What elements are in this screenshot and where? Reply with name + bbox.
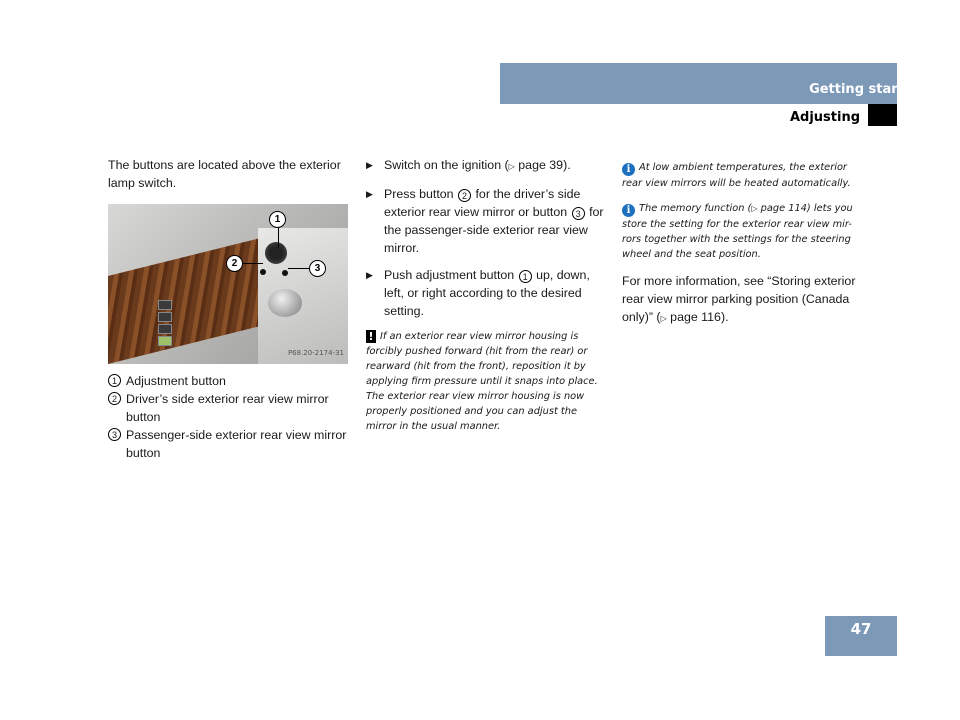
column-right	[622, 160, 862, 328]
step-text: Press button 2 for the driver’s side exterior rear view mirror or button 3 for the passenger-side exterior rear view mirror.	[384, 187, 604, 255]
page-ref-triangle-icon: ▷	[751, 204, 758, 213]
info-icon: i	[622, 204, 635, 217]
warning-text: If an exterior rear view mirror housing is forcibly pushed forward (hit from the rear) or rearward (hit from the front), reposition it by applying firm pressure until it snaps into place. The exterior rear view mirror housing is now properly positioned and you can adjust the mirror in the usual manner.	[366, 331, 598, 432]
callout-line-2	[241, 263, 263, 264]
legend-text: Passenger-side exterior rear view mirror button	[126, 428, 347, 460]
page-ref-link[interactable]: page 116	[670, 310, 721, 324]
legend-text: Driver’s side exterior rear view mirror button	[126, 392, 329, 424]
page-ref-link[interactable]: page 39	[518, 158, 564, 172]
more-info-text: For more information, see “Storing exterior rear view mirror parking position (Canada only)” (▷ page 116).	[622, 274, 856, 324]
column-middle	[366, 156, 606, 444]
seat-button-image	[158, 312, 172, 322]
callout-line-1	[278, 226, 279, 248]
seat-button-image	[158, 300, 172, 310]
instruction-step	[366, 266, 606, 320]
info-text: At low ambient temperatures, the exterior rear view mirrors will be heated automatically.	[622, 162, 851, 189]
legend-item	[108, 390, 348, 426]
seat-button-image	[158, 336, 172, 346]
page-ref-link[interactable]: page 114	[760, 203, 807, 214]
lamp-switch-image	[268, 289, 302, 317]
legend-number: 1	[108, 374, 121, 387]
triangle-right-icon: ▶	[366, 189, 373, 199]
intro-text: The buttons are located above the exterior lamp switch.	[108, 158, 341, 190]
callout-3: 3	[309, 260, 326, 277]
callout-1: 1	[269, 211, 286, 228]
triangle-right-icon: ▶	[366, 160, 373, 170]
instruction-step	[366, 156, 606, 176]
instruction-step	[366, 185, 606, 257]
warning-icon: !	[366, 330, 376, 343]
warning-note	[366, 329, 606, 434]
step-text: Push adjustment button 1 up, down, left, or right according to the desired setting.	[384, 268, 590, 318]
legend-item	[108, 372, 348, 390]
legend-item	[108, 426, 348, 462]
legend	[108, 372, 348, 462]
page-number: 47	[825, 616, 897, 656]
legend-text: Adjustment button	[126, 374, 226, 388]
callout-line-3	[288, 268, 310, 269]
callout-2: 2	[226, 255, 243, 272]
section-marker	[868, 104, 897, 126]
inline-number: 1	[519, 270, 532, 283]
page-ref-triangle-icon: ▷	[508, 162, 515, 171]
section-title: Getting started	[809, 82, 922, 97]
info-icon: i	[622, 163, 635, 176]
seat-button-image	[158, 324, 172, 334]
inline-number: 2	[458, 189, 471, 202]
legend-number: 3	[108, 428, 121, 441]
info-note	[622, 160, 862, 191]
photo-code: P68.20-2174-31	[287, 349, 344, 357]
subsection-title: Adjusting	[789, 110, 860, 125]
triangle-right-icon: ▶	[366, 270, 373, 280]
page-ref-triangle-icon: ▷	[660, 314, 667, 323]
driver-mirror-button-image	[260, 269, 266, 275]
info-note: i The memory function (▷ page 114) lets you store the setting for the exterior rear view mir-rors together with the settings for the steering wheel and the seat position.	[622, 203, 853, 260]
passenger-mirror-button-image	[282, 270, 288, 276]
adjustment-button-image	[265, 242, 287, 264]
mirror-controls-photo	[108, 204, 348, 364]
column-left	[108, 156, 348, 462]
inline-number: 3	[572, 207, 585, 220]
step-text: Switch on the ignition (▷ page 39).	[384, 158, 571, 172]
legend-number: 2	[108, 392, 121, 405]
